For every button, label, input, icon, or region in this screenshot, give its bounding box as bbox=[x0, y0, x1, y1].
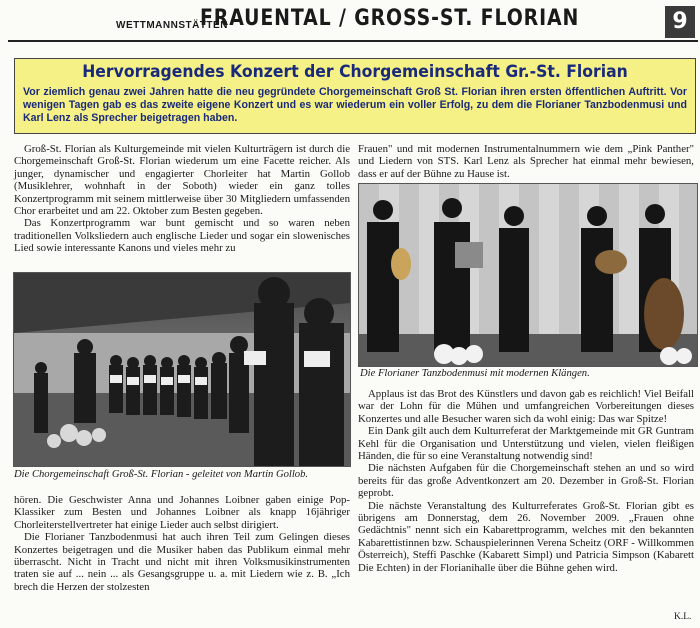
lead-box bbox=[14, 58, 696, 134]
band-photo-caption: Die Florianer Tanzbodenmusi mit modernen Klängen. bbox=[360, 368, 590, 379]
left-column-bottom bbox=[14, 494, 350, 593]
paragraph: Applaus ist das Brot des Künstlers und davon gab es reichlich! Viel Beifall war der Lohn für die Mühen und umfangreichen Vorbereitungen dieses Konzertes und alle Besucher waren sich da wohl einig: Das war Spitze! bbox=[358, 388, 694, 425]
page-header bbox=[0, 0, 700, 40]
paragraph: Groß-St. Florian als Kulturgemeinde mit vielen Kulturträgern ist durch die Chorgemeinschaft Groß-St. Florian wiederum um eine Facette reicher. Als junger, dynamischer und engagierter Chorleiter hat Martin Gollob (Musiklehrer, wohnhaft in der Soboth) wieder ein ganz tolles Konzertprogramm mit seinem mittlerweise über 30 Mitgliedern umfassenden Chor erarbeitet und am 22. Oktober zum Besten gegeben. bbox=[14, 143, 350, 218]
page-number: 9 bbox=[665, 6, 695, 38]
band-photo-image bbox=[359, 184, 697, 366]
header-place: WETTMANNSTÄTTEN bbox=[116, 20, 228, 31]
author-initials: K.L. bbox=[674, 612, 692, 622]
paragraph: Ein Dank gilt auch dem Kulturreferat der Marktgemeinde mit GR Guntram Kehl für die Organisation und Unterstützung und vielen, vielen fleißigen Händen, die für so eine Veranstaltung notwendig sind! bbox=[358, 425, 694, 463]
article-headline: Hervorragendes Konzert der Chorgemeinschaft Gr.-St. Florian bbox=[82, 62, 628, 82]
header-title: FRAUENTAL / GROSS-ST. FLORIAN bbox=[200, 6, 580, 31]
right-column-top bbox=[358, 143, 694, 180]
choir-photo-caption: Die Chorgemeinschaft Groß-St. Florian - geleitet von Martin Gollob. bbox=[14, 469, 309, 480]
paragraph: Die Florianer Tanzbodenmusi hat auch ihren Teil zum Gelingen dieses Konzertes beigetragen und die Musiker haben das Publikum einmal mehr überrascht. Nicht in Tracht und nicht mit ihren Volksmusikinstrumenten traten sie auf ... nein ... als Gesangsgruppe u. a. mit Liedern wie z. B. „Ich brech die Herzen der stolzesten bbox=[14, 531, 350, 593]
header-rule bbox=[8, 40, 698, 42]
choir-photo bbox=[13, 272, 351, 467]
paragraph: Die nächsten Aufgaben für die Chorgemeinschaft stehen an und so wird bereits für das große Adventkonzert am 20. Dezember in Groß-St. Florian geprobt. bbox=[358, 462, 694, 500]
paragraph: hören. Die Geschwister Anna und Johannes Loibner gaben einige Pop-Klassiker zum Besten und Johannes Loibner als knapp 16jähriger Chorleiterstellvertreter hat einige Lieder auch selbst dirigiert. bbox=[14, 494, 350, 531]
paragraph: Das Konzertprogramm war bunt gemischt und so waren neben traditionellen Volksliedern auch englische Lieder und sogar ein slowenisches Lied sowie interessante Kanons und vieles mehr zu bbox=[14, 217, 350, 255]
left-column-top bbox=[14, 143, 350, 255]
right-column-bottom bbox=[358, 388, 694, 574]
lead-paragraph: Vor ziemlich genau zwei Jahren hatte die neu gegründete Chorgemeinschaft Groß St. Florian ihren ersten öffentlichen Auftritt. Vor wenigen Tagen gab es das zweite eigene Konzert und es war wiederum ein voller Erfolg, zu dem die Florianer Tanzbodenmusi und Karl Lenz als Sprecher beigetragen haben. bbox=[23, 86, 687, 124]
choir-photo-image bbox=[14, 273, 350, 466]
paragraph: Frauen" und mit modernen Instrumentalnummern wie dem „Pink Panther" und Liedern von STS. Karl Lenz als Sprecher hat einmal mehr bewiesen, dass er auf der Bühne zu Hause ist. bbox=[358, 143, 694, 180]
paragraph: Die nächste Veranstaltung des Kulturreferates Groß-St. Florian gibt es übrigens am Donnerstag, dem 26. November 2009. „Frauen ohne Gedächtnis" nennt sich ein Kabarettprogramm, welches mit den bekannten Kabarettistinnen bzw. Schauspielerinnen Verena Scheitz (ORF - Willkommen Österreich), Steffi Paschke (Kabarett Simpl) und Patricia Simpson (Kabarett Die Echten) in der Florianihalle über die Bühne gehen wird. bbox=[358, 499, 694, 574]
band-photo bbox=[358, 183, 698, 367]
